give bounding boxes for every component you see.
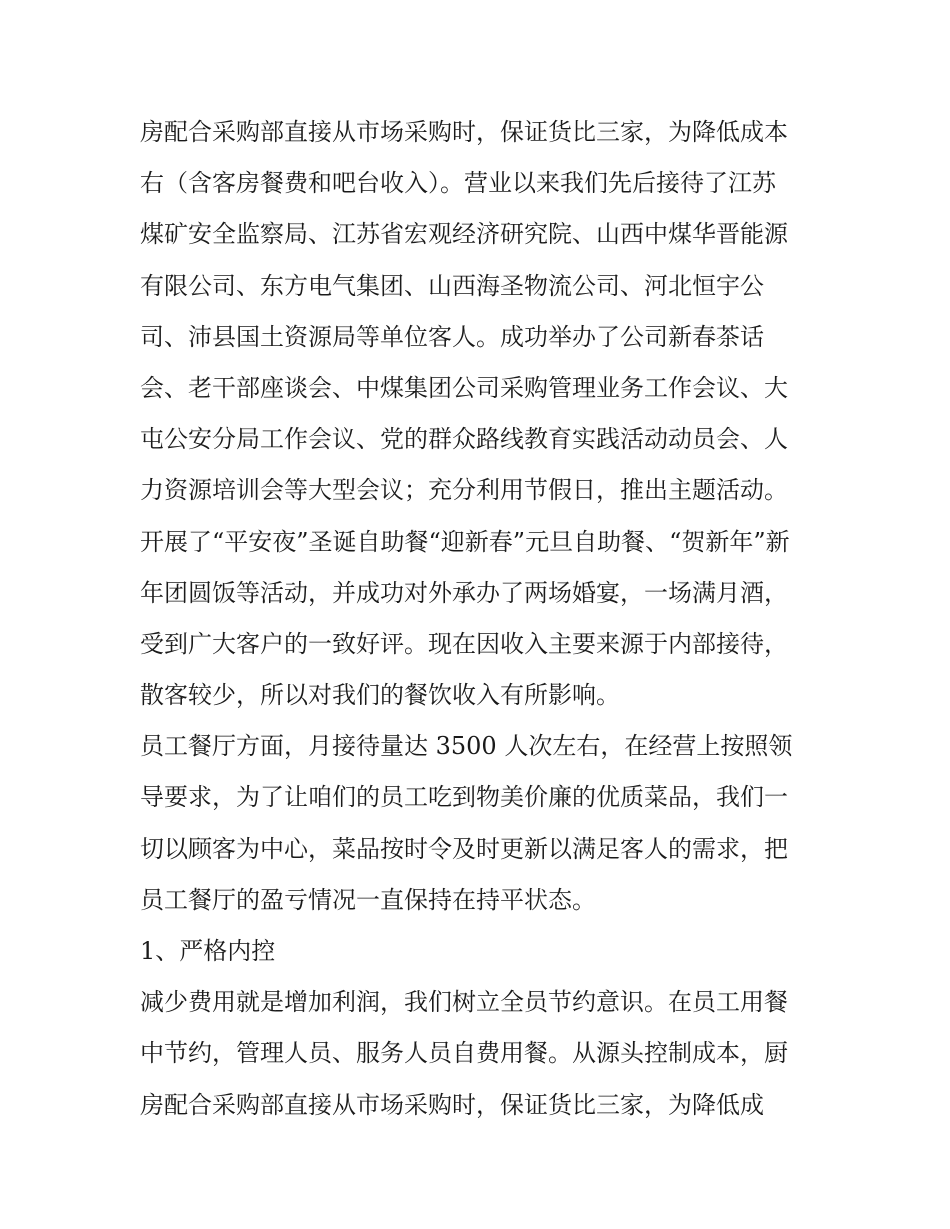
text-line: 受到广大客户的一致好评。现在因收入主要来源于内部接待， bbox=[140, 629, 788, 658]
text-line: 切以顾客为中心，菜品按时令及时更新以满足客人的需求，把 bbox=[140, 834, 788, 863]
text-line: 屯公安分局工作会议、党的群众路线教育实践活动动员会、人 bbox=[140, 425, 788, 454]
text-line: 员工餐厅方面，月接待量达 3500 人次左右，在经营上按照领 bbox=[140, 732, 793, 761]
section-heading: 1、严格内控 bbox=[140, 937, 276, 965]
text-line: 煤矿安全监察局、江苏省宏观经济研究院、山西中煤华晋能源 bbox=[140, 220, 788, 249]
text-line: 员工餐厅的盈亏情况一直保持在持平状态。 bbox=[140, 885, 596, 914]
text-line: 导要求，为了让咱们的员工吃到物美价廉的优质菜品，我们一 bbox=[140, 783, 788, 812]
document-body bbox=[140, 107, 815, 1131]
text-line: 中节约，管理人员、服务人员自费用餐。从源头控制成本，厨 bbox=[140, 1039, 788, 1068]
text-line: 房配合采购部直接从市场采购时，保证货比三家，为降低成 bbox=[140, 1090, 764, 1119]
text-line: 减少费用就是增加利润，我们树立全员节约意识。在员工用餐 bbox=[140, 988, 788, 1017]
text-line: 右（含客房餐费和吧台收入）。营业以来我们先后接待了江苏 bbox=[140, 169, 776, 198]
text-line: 年团圆饭等活动，并成功对外承办了两场婚宴，一场满月酒， bbox=[140, 578, 788, 607]
text-line: 有限公司、东方电气集团、山西海圣物流公司、河北恒宇公 bbox=[140, 271, 764, 300]
text-line: 司、沛县国土资源局等单位客人。成功举办了公司新春茶话 bbox=[140, 322, 764, 351]
text-line: 力资源培训会等大型会议；充分利用节假日，推出主题活动。 bbox=[140, 476, 788, 505]
text-line: 房配合采购部直接从市场采购时，保证货比三家，为降低成本 bbox=[140, 118, 788, 146]
text-line: 会、老干部座谈会、中煤集团公司采购管理业务工作会议、大 bbox=[140, 373, 788, 402]
text-line: 散客较少，所以对我们的餐饮收入有所影响。 bbox=[140, 681, 620, 710]
text-line: 开展了“平安夜”圣诞自助餐“迎新春”元旦自助餐、“贺新年”新 bbox=[140, 527, 790, 556]
